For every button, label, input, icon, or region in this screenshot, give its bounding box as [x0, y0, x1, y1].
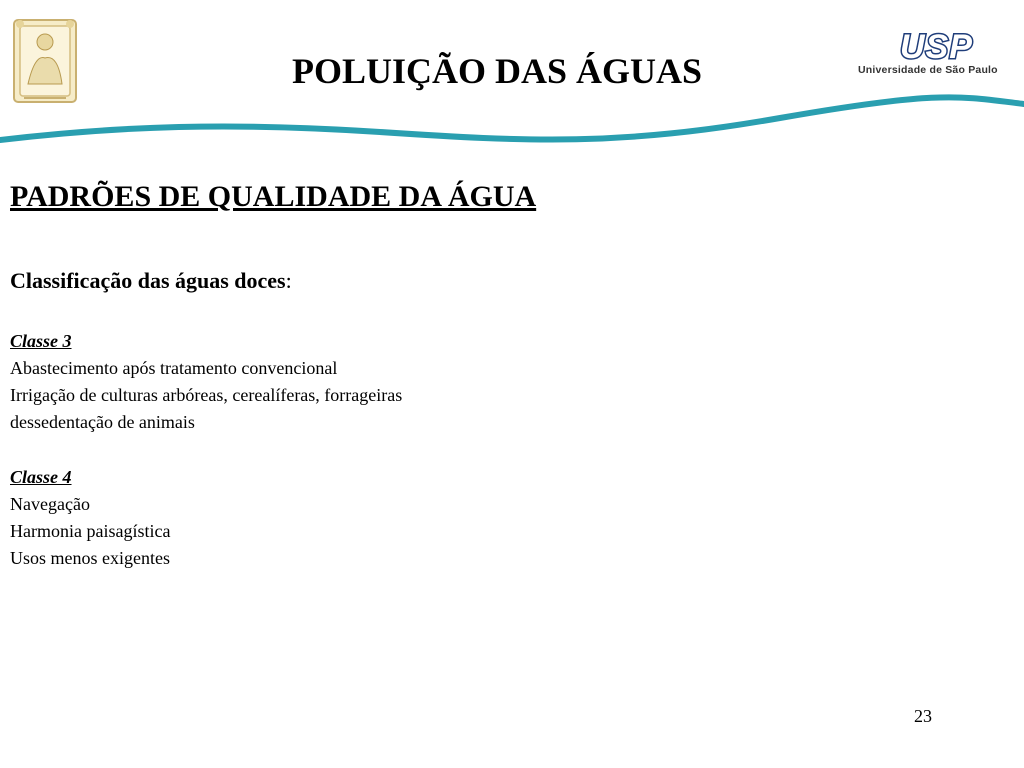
- class-line: Abastecimento após tratamento convencional: [10, 358, 338, 378]
- class-line: Navegação: [10, 494, 90, 514]
- usp-logo-text: USP: [900, 28, 973, 66]
- subtitle: [10, 268, 292, 294]
- slide-title: POLUIÇÃO DAS ÁGUAS: [292, 51, 703, 91]
- class-block-4: [10, 464, 170, 572]
- class-block-3: [10, 328, 402, 436]
- wave-divider: [0, 92, 1024, 152]
- class-heading: Classe 3: [10, 331, 72, 351]
- section-title: PADRÕES DE QUALIDADE DA ÁGUA: [10, 180, 537, 213]
- page-number: 23: [914, 706, 932, 726]
- class-line: Usos menos exigentes: [10, 548, 170, 568]
- subtitle-text: Classificação das águas doces: [10, 268, 286, 293]
- subtitle-colon: :: [285, 268, 292, 293]
- class-line: dessedentação de animais: [10, 412, 195, 432]
- class-heading: Classe 4: [10, 467, 72, 487]
- usp-subtitle: Universidade de São Paulo: [858, 64, 998, 76]
- class-line: Harmonia paisagística: [10, 521, 171, 541]
- class-line: Irrigação de culturas arbóreas, cerealíferas, forrageiras: [10, 385, 403, 405]
